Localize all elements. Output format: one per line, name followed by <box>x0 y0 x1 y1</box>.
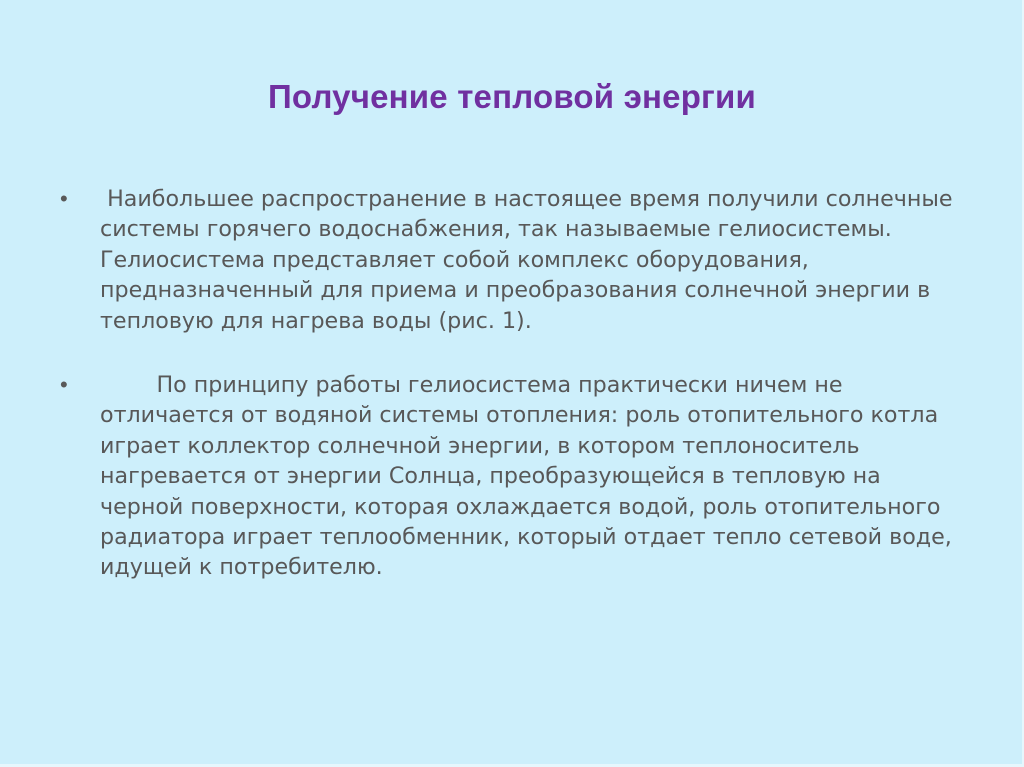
bullet-icon: • <box>60 372 68 398</box>
bullet-text-2: По принципу работы гелиосистема практически ничем не отличается от водяной системы отопления: роль отопительного котла играет коллектор солнечной энергии, в котором теплоноситель нагревается от энергии Солнца, преобразующейся в тепловую на черной поверхности, которая охлаждается водой, роль отопительного радиатора играет теплообменник, который отдает тепло сетевой воде, идущей к потребителю. <box>100 372 959 581</box>
bullet-list <box>60 184 970 583</box>
bullet-text-1: Наибольшее распространение в настоящее время получили солнечные системы горячего водоснабжения, так называемые гелиосистемы. Гелиосистема представляет собой комплекс оборудования, предназначенный для приема и преобразования солнечной энергии в тепловую для нагрева воды (рис. 1). <box>100 186 960 334</box>
bullet-item-2 <box>60 370 970 583</box>
slide-title: Получение тепловой энергии <box>268 78 756 115</box>
bullet-item-1 <box>60 184 970 336</box>
bullet-icon: • <box>60 186 68 211</box>
